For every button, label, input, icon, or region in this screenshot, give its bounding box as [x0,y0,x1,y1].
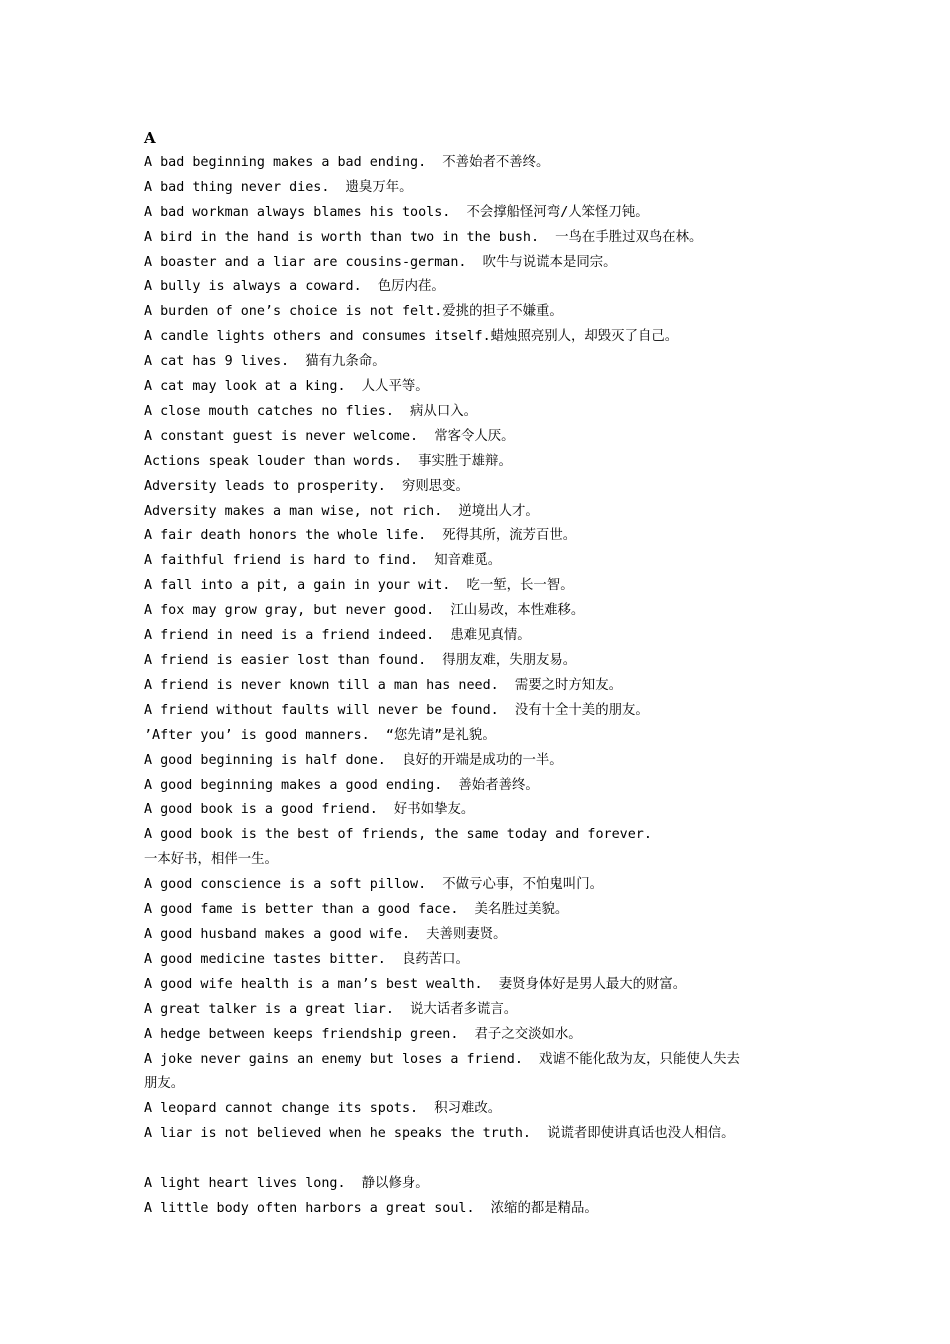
proverb-line: Adversity leads to prosperity. 穷则思变。 [144,478,469,494]
proverb-line: A fair death honors the whole life. 死得其所，流芳百世。 [144,528,577,544]
proverb-line: A friend without faults will never be found. 没有十全十美的朋友。 [144,702,649,718]
proverb-line: A good book is a good friend. 好书如挚友。 [144,802,475,818]
proverb-line: A bully is always a coward. 色厉内荏。 [144,279,445,295]
proverb-line: A liar is not believed when he speaks the truth. 说谎者即使讲真话也没人相信。 [144,1126,735,1142]
proverb-line: A cat may look at a king. 人人平等。 [144,379,429,395]
proverb-line: A leopard cannot change its spots. 积习难改。 [144,1101,502,1117]
proverb-line: A great talker is a great liar. 说大话者多谎言。 [144,1001,518,1017]
proverb-lines [144,151,814,1222]
proverb-line: A hedge between keeps friendship green. 君子之交淡如水。 [144,1026,582,1042]
proverb-line: A constant guest is never welcome. 常客令人厌。 [144,428,515,444]
proverb-line: A good wife health is a man’s best wealth. 妻贤身体好是男人最大的财富。 [144,976,687,992]
proverb-line: A close mouth catches no flies. 病从口入。 [144,403,477,419]
proverb-list [144,126,814,1222]
proverb-line: ’After you’ is good manners. “您先请”是礼貌。 [144,727,496,743]
proverb-line: A good beginning is half done. 良好的开端是成功的一半。 [144,752,563,768]
proverb-line: A boaster and a liar are cousins-german. 吹牛与说谎本是同宗。 [144,254,617,270]
proverb-line: A bad thing never dies. 遗臭万年。 [144,179,413,195]
proverb-line: A good fame is better than a good face. 美名胜过美貌。 [144,902,569,918]
proverb-line: A bird in the hand is worth than two in the bush. 一鸟在手胜过双鸟在林。 [144,229,703,245]
proverb-line: A friend is easier lost than found. 得朋友难，失朋友易。 [144,653,577,669]
proverb-line: Actions speak louder than words. 事实胜于雄辩。 [144,453,512,469]
proverb-line: A joke never gains an enemy but loses a friend. 戏谑不能化敌为友，只能使人失去 [144,1051,740,1067]
proverb-line: 一本好书，相伴一生。 [144,852,278,868]
proverb-line: A friend is never known till a man has need. 需要之时方知友。 [144,677,622,693]
proverb-line: A fall into a pit, a gain in your wit. 吃一堑，长一智。 [144,578,574,594]
proverb-line: A bad workman always blames his tools. 不会撑船怪河弯/人笨怪刀钝。 [144,204,649,220]
blank-line [144,1147,814,1172]
proverb-line: A good book is the best of friends, the same today and forever. [144,827,652,843]
proverb-line: A faithful friend is hard to find. 知音难觅。 [144,553,502,569]
proverb-line: A cat has 9 lives. 猫有九条命。 [144,354,386,370]
proverb-line: A burden of one’s choice is not felt.爱挑的担子不嫌重。 [144,304,563,320]
proverb-line: A light heart lives long. 静以修身。 [144,1176,429,1192]
proverb-line: A good husband makes a good wife. 夫善则妻贤。 [144,926,507,942]
proverb-line: A good conscience is a soft pillow. 不做亏心事，不怕鬼叫门。 [144,877,603,893]
proverb-line: 朋友。 [144,1076,185,1092]
proverb-line: A little body often harbors a great soul. 浓缩的都是精品。 [144,1200,598,1216]
proverb-line: A friend in need is a friend indeed. 患难见真情。 [144,628,531,644]
proverb-line: A bad beginning makes a bad ending. 不善始者不善终。 [144,154,550,170]
proverb-line: A good medicine tastes bitter. 良药苦口。 [144,951,469,967]
section-heading: A [144,129,156,147]
proverb-line: A fox may grow gray, but never good. 江山易改，本性难移。 [144,603,585,619]
proverb-line: A good beginning makes a good ending. 善始者善终。 [144,777,539,793]
proverb-line: Adversity makes a man wise, not rich. 逆境出人才。 [144,503,539,519]
proverb-line: A candle lights others and consumes itself.蜡烛照亮别人，却毁灭了自己。 [144,329,679,345]
